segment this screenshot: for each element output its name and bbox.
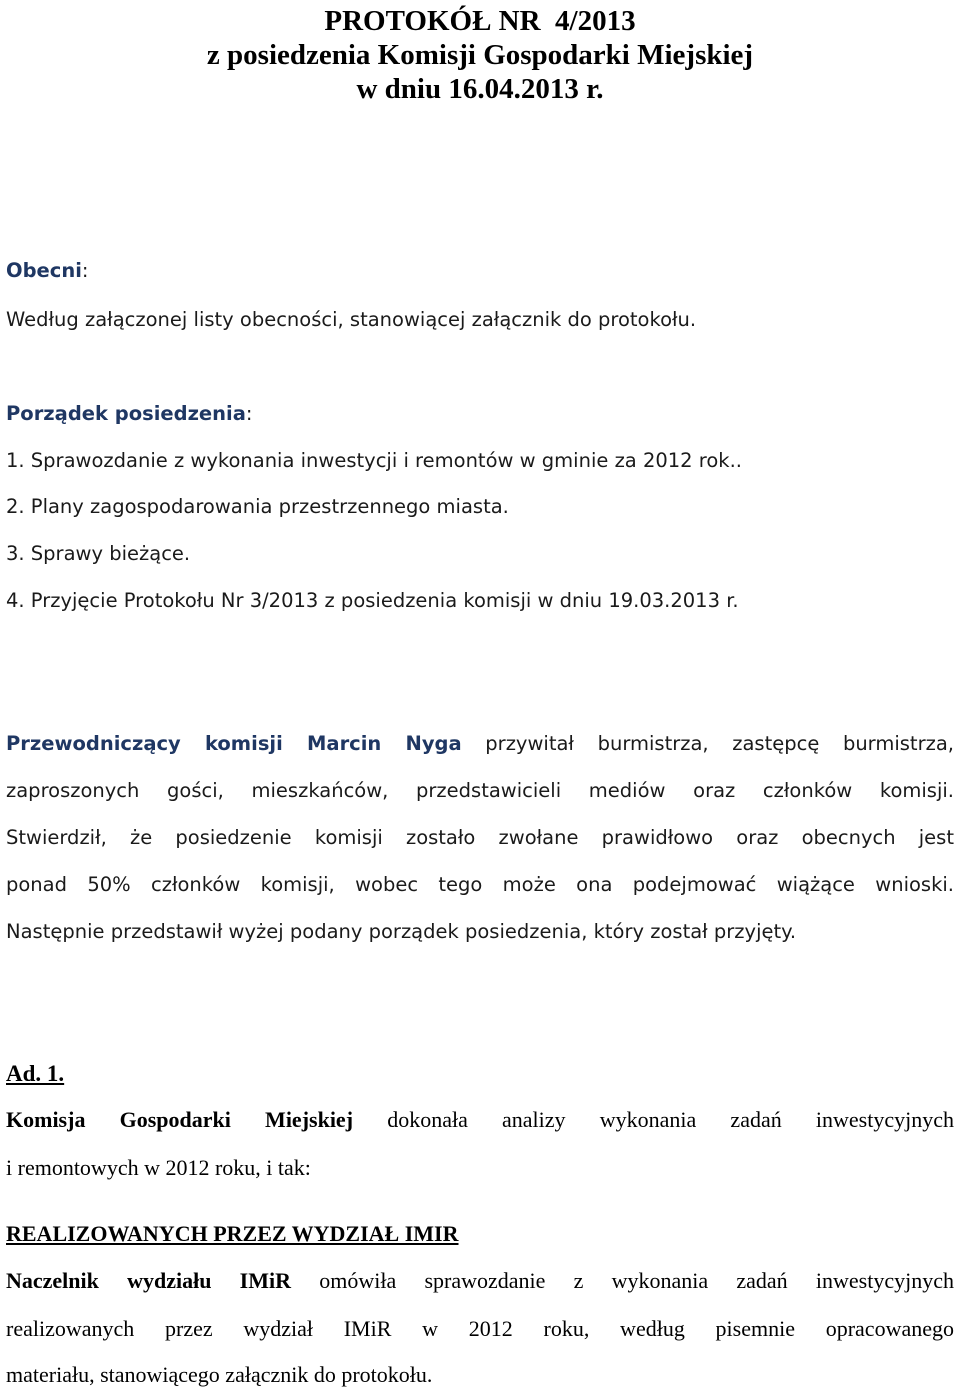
document-title: [0, 4, 960, 106]
opening-line-2: zaproszonych gości, mieszkańców, przedstawicieli mediów oraz członków komisji.: [6, 779, 954, 802]
agenda-item: 2. Plany zagospodarowania przestrzennego miasta.: [6, 495, 509, 518]
agenda-item: 1. Sprawozdanie z wykonania inwestycji i remontów w gminie za 2012 rok..: [6, 449, 742, 472]
title-line-3: w dniu 16.04.2013 r.: [356, 73, 604, 105]
title-line-2: z posiedzenia Komisji Gospodarki Miejskiej: [206, 39, 754, 71]
opening-line-1-rest: przywitał burmistrza, zastępcę burmistrza,: [461, 732, 954, 755]
ad1-para-line-1-rest: omówiła sprawozdanie z wykonania zadań inwestycyjnych: [291, 1268, 954, 1293]
opening-line-4: ponad 50% członków komisji, wobec tego może ona podejmować wiążące wnioski.: [6, 873, 954, 896]
present-text: Według załączonej listy obecności, stanowiącej załącznik do protokołu.: [6, 308, 697, 331]
ad1-para-line-1: [6, 1268, 954, 1294]
commission-name: Komisja Gospodarki Miejskiej: [6, 1107, 354, 1132]
agenda-label: Porządek posiedzenia: [6, 402, 246, 425]
present-colon: :: [81, 259, 89, 282]
agenda-item: 3. Sprawy bieżące.: [6, 542, 191, 565]
ad1-para-line-3: materiału, stanowiącego załącznik do protokołu.: [6, 1362, 433, 1387]
opening-line-3: Stwierdził, że posiedzenie komisji zostało zwołane prawidłowo oraz obecnych jest: [6, 826, 954, 849]
ad1-heading: Ad. 1.: [6, 1061, 65, 1086]
present-label: Obecni: [6, 259, 82, 282]
present-heading: [6, 258, 88, 284]
agenda-colon: :: [245, 402, 253, 425]
agenda-item: 4. Przyjęcie Protokołu Nr 3/2013 z posiedzenia komisji w dniu 19.03.2013 r.: [6, 589, 739, 612]
ad1-line-1-rest: dokonała analizy wykonania zadań inwestycyjnych: [353, 1107, 954, 1132]
section-title: REALIZOWANYCH PRZEZ WYDZIAŁ IMIR: [6, 1221, 459, 1246]
chairman-name: Przewodniczący komisji Marcin Nyga: [6, 732, 462, 755]
ad1-line-1: [6, 1107, 954, 1133]
ad1-para-line-2: realizowanych przez wydział IMiR w 2012 roku, według pisemnie opracowanego: [6, 1316, 954, 1341]
agenda-heading: [6, 401, 252, 427]
title-line-1: PROTOKÓŁ NR 4/2013: [324, 5, 636, 37]
department-head: Naczelnik wydziału IMiR: [6, 1268, 292, 1293]
opening-line-5: Następnie przedstawił wyżej podany porządek posiedzenia, który został przyjęty.: [6, 920, 797, 943]
opening-line-1: [6, 731, 954, 757]
ad1-line-2: i remontowych w 2012 roku, i tak:: [6, 1155, 311, 1180]
